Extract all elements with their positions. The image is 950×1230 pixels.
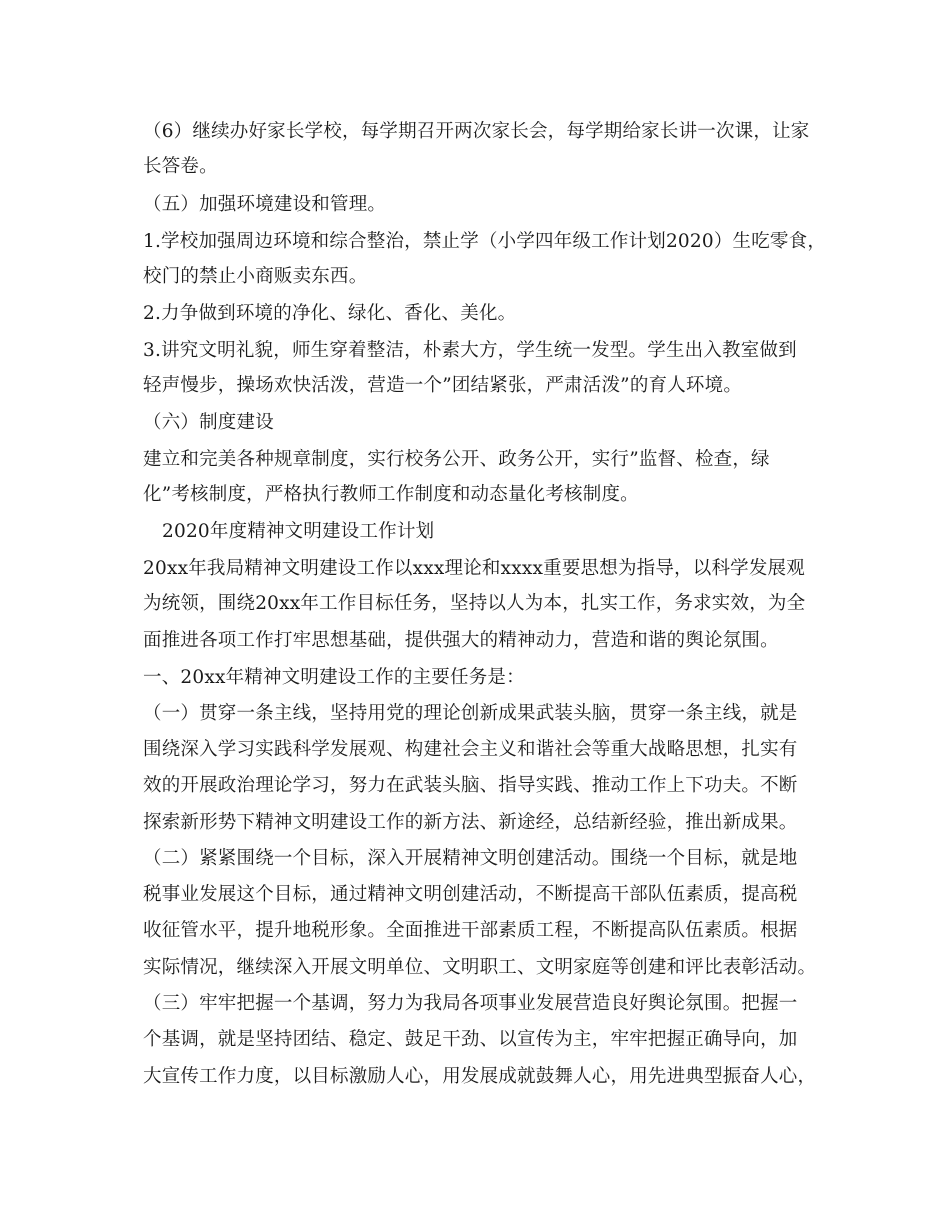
- text-line: 个基调，就是坚持团结、稳定、鼓足干劲、以宣传为主，牢牢把握正确导向，加: [143, 1029, 798, 1050]
- text-line: （二）紧紧围绕一个目标，深入开展精神文明创建活动。围绕一个目标，就是地: [143, 848, 798, 869]
- text-line: 收征管水平，提升地税形象。全面推进干部素质工程，不断提高队伍素质。根据: [143, 920, 798, 941]
- section-heading: （六）制度建设: [143, 412, 274, 433]
- text-line: 长答卷。: [143, 156, 218, 177]
- text-line: 轻声慢步，操场欢快活泼，营造一个”团结紧张，严肃活泼”的育人环境。: [143, 375, 743, 396]
- text-line: 围绕深入学习实践科学发展观、构建社会主义和谐社会等重大战略思想，扎实有: [143, 739, 798, 760]
- text-line: 大宣传工作力度，以目标激励人心，用发展成就鼓舞人心，用先进典型振奋人心，: [143, 1066, 817, 1087]
- text-line: 建立和完美各种规章制度，实行校务公开、政务公开，实行”监督、检查，绿: [143, 449, 770, 470]
- document-title: 2020年度精神文明建设工作计划: [162, 521, 435, 542]
- text-line: 1.学校加强周边环境和综合整治，禁止学（小学四年级工作计划2020）生吃零食，: [143, 231, 827, 252]
- text-line: 税事业发展这个目标，通过精神文明创建活动，不断提高干部队伍素质，提高税: [143, 884, 798, 905]
- text-line: 探索新形势下精神文明建设工作的新方法、新途经，总结新经验，推出新成果。: [143, 812, 798, 833]
- text-line: 校门的禁止小商贩卖东西。: [143, 266, 368, 287]
- text-line: （一）贯穿一条主线，坚持用党的理论创新成果武装头脑，贯穿一条主线，就是: [143, 703, 798, 724]
- text-line: 2.力争做到环境的净化、绿化、香化、美化。: [143, 303, 517, 324]
- text-line: （6）继续办好家长学校，每学期召开两次家长会，每学期给家长讲一次课，让家: [143, 121, 810, 142]
- text-line: 效的开展政治理论学习，努力在武装头脑、指导实践、推动工作上下功夫。不断: [143, 775, 798, 796]
- text-line: 为统领，围绕20xx年工作目标任务，坚持以人为本，扎实工作，务求实效，为全: [143, 593, 806, 614]
- text-line: 实际情况，继续深入开展文明单位、文明职工、文明家庭等创建和评比表彰活动。: [143, 957, 817, 978]
- text-line: 化”考核制度，严格执行教师工作制度和动态量化考核制度。: [143, 484, 639, 505]
- text-line: 面推进各项工作打牢思想基础，提供强大的精神动力，营造和谐的舆论氛围。: [143, 630, 779, 651]
- text-line: 20xx年我局精神文明建设工作以xxx理论和xxxx重要思想为指导，以科学发展观: [143, 558, 805, 579]
- text-line: （三）牢牢把握一个基调，努力为我局各项事业发展营造良好舆论氛围。把握一: [143, 993, 798, 1014]
- text-line: 3.讲究文明礼貌，师生穿着整洁，朴素大方，学生统一发型。学生出入教室做到: [143, 340, 797, 361]
- section-heading: 一、20xx年精神文明建设工作的主要任务是：: [143, 667, 525, 688]
- section-heading: （五）加强环境建设和管理。: [143, 194, 387, 215]
